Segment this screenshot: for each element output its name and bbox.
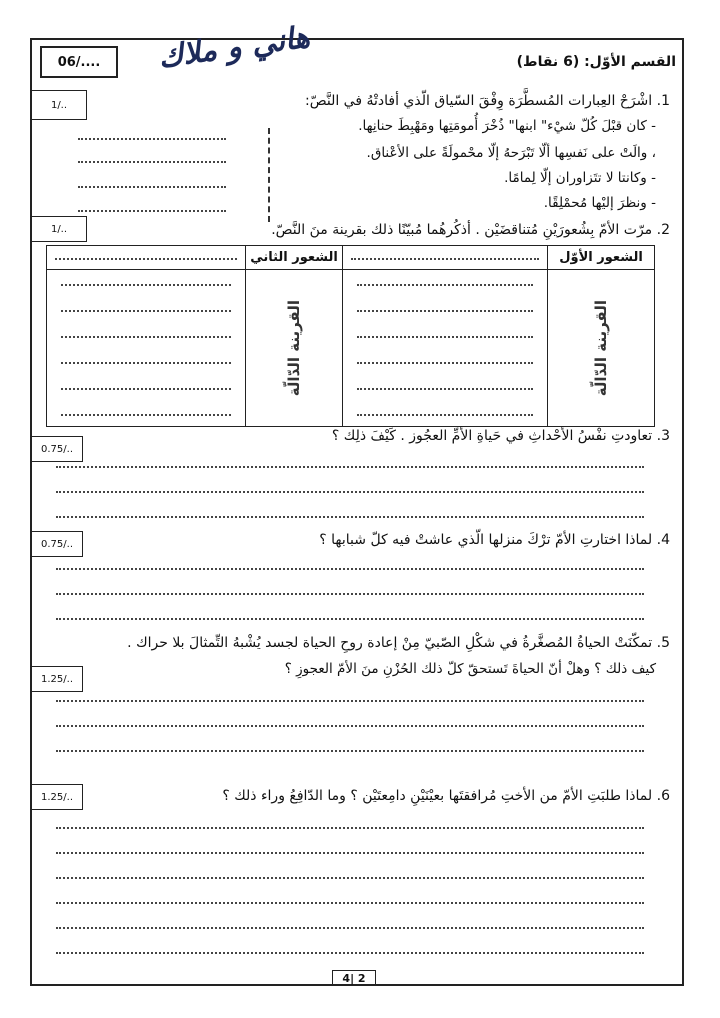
- q1-question: 1. اشْرَحْ العِبارات المُسطَّرَة وِفْقَ السّياق الّذي أفادتْهُ في النَّصّ:: [304, 93, 670, 109]
- feeling1-evidence-label: القرينة الدّالّة: [592, 299, 611, 397]
- page-number-box: [332, 970, 376, 986]
- q6-answer-line-3[interactable]: [56, 877, 644, 879]
- q5-answer-line-3[interactable]: [56, 750, 644, 752]
- q4-answer-line-3[interactable]: [56, 618, 644, 620]
- q2-question: 2. مرّت الأمّ بِشُعورَيْنِ مُتناقضَيْن . أذكُرهُما مُبيّنًا ذلك بقرينة منَ النَّصّ.: [271, 222, 670, 238]
- q4-answer-line-2[interactable]: [56, 593, 644, 595]
- q4-question: 4. لماذا اختارتِ الأمّ ترْكَ منزلها الّذي عاشتْ فيه كلّ شبابها ؟: [319, 532, 670, 548]
- q1-score: 1/..: [50, 99, 68, 111]
- q6-question: 6. لماذا طلبَتِ الأمّ من الأختِ مُرافقتَها بعيْنَيْنِ دامِعتَيْن ؟ وما الدّافِعُ وراء ذلك ؟: [222, 788, 670, 804]
- section-title: القسم الأوّل: (6 نقاط): [516, 54, 676, 70]
- q1-answer-line-2[interactable]: [78, 161, 226, 163]
- q1-item-4: - ونظرَ إليْها مُحمْلِقًا.: [543, 195, 656, 211]
- feeling2-evidence-answer[interactable]: [47, 270, 246, 427]
- feeling2-label: الشعور الثاني: [245, 246, 343, 270]
- feeling2-answer-header[interactable]: [47, 246, 246, 270]
- q5-question: 5. تمكّنَتْ الحياةُ المُصغَّرةُ في شكْلِ الصّبيّ مِنْ إعادة روحِ الحياة لجسد يُشْبهُ التِّمثالَ بلا حراك .: [127, 635, 670, 651]
- q5-score: 1.25/..: [41, 673, 73, 685]
- feeling2-evidence-label-cell: [245, 270, 343, 427]
- feeling1-answer-header[interactable]: [343, 246, 548, 270]
- q3-question: 3. تعاودتِ نفْسُ الأحْداثِ في حَياةِ الأمِّ العجُوز . كَيْفَ ذلِك ؟: [331, 428, 670, 444]
- q4-score: 0.75/..: [41, 538, 73, 550]
- q4-answer-line-1[interactable]: [56, 568, 644, 570]
- q1-item-3: - وكانتا لا تتَزاوران إلّا لِمامًا.: [504, 170, 656, 186]
- q1-score-box: [31, 90, 87, 120]
- feeling1-evidence-label-cell: [548, 270, 655, 427]
- q6-answer-line-5[interactable]: [56, 927, 644, 929]
- q2-score-box: [31, 216, 87, 242]
- q1-item-1: - كان قبْلَ كُلّ شيْء" ابنها" ذُخْرَ أُمومَتِها ومَهْبِطَ حنانِها.: [358, 118, 656, 134]
- feeling1-evidence-answer[interactable]: [343, 270, 548, 427]
- feeling2-evidence-label: القرينة الدّالّة: [285, 299, 304, 397]
- q1-answer-line-4[interactable]: [78, 210, 226, 212]
- q6-answer-line-6[interactable]: [56, 952, 644, 954]
- q6-answer-line-2[interactable]: [56, 852, 644, 854]
- q6-answer-line-4[interactable]: [56, 902, 644, 904]
- q3-answer-line-3[interactable]: [56, 516, 644, 518]
- total-score: 06/....: [57, 54, 101, 70]
- q3-score-box: [31, 436, 83, 462]
- q5-answer-line-1[interactable]: [56, 700, 644, 702]
- q4-score-box: [31, 531, 83, 557]
- q1-divider: [268, 128, 270, 222]
- q5-score-box: [31, 666, 83, 692]
- q6-score: 1.25/..: [41, 791, 73, 803]
- q3-answer-line-2[interactable]: [56, 491, 644, 493]
- page-number: 4| 2: [342, 972, 366, 985]
- feeling1-label: الشعور الأوّل: [548, 246, 655, 270]
- q1-answer-line-3[interactable]: [78, 186, 226, 188]
- q6-answer-line-1[interactable]: [56, 827, 644, 829]
- q6-score-box: [31, 784, 83, 810]
- q5-question-line-2: كيف ذلك ؟ وهلْ أنّ الحياةَ تَستحقّ كلّ ذلك الحُزْنِ منَ الأمّ العجوزِ ؟: [284, 661, 656, 677]
- q3-answer-line-1[interactable]: [56, 466, 644, 468]
- logo-text: هاني و ملاك: [156, 19, 312, 76]
- q3-score: 0.75/..: [41, 443, 73, 455]
- total-score-box: [40, 46, 118, 78]
- q1-answer-line-1[interactable]: [78, 138, 226, 140]
- feelings-table: [46, 245, 655, 427]
- q2-score: 1/..: [50, 223, 68, 235]
- q1-item-2: ، والَتْ على نَفسِها ألّا تَبْرَحهُ إلّا محْمولَةً على الأعْناق.: [366, 145, 656, 161]
- q5-answer-line-2[interactable]: [56, 725, 644, 727]
